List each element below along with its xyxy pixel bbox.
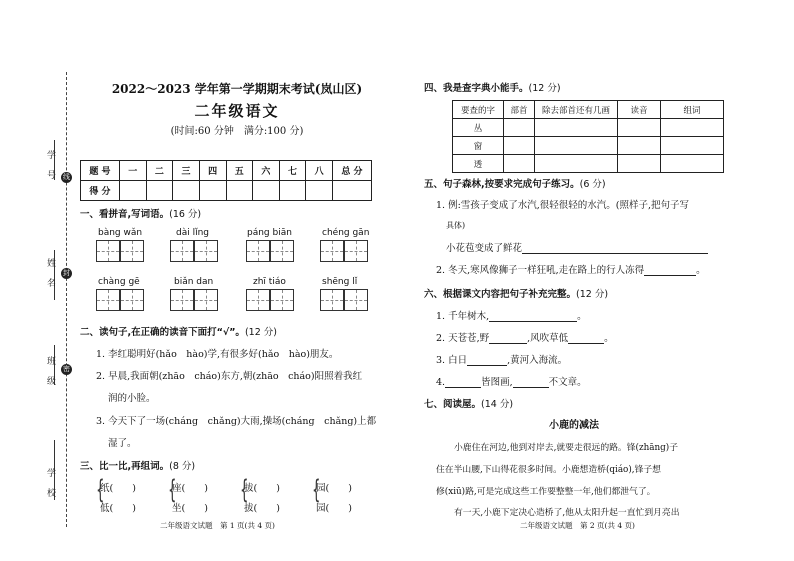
dict-header: 除去部首还有几画 bbox=[535, 101, 618, 119]
score-header-cell: 一 bbox=[120, 161, 147, 181]
dict-cell[interactable] bbox=[661, 119, 724, 137]
exercise-line: 1. 例:雪孩子变成了水汽,很轻很轻的水汽。(照样子,把句子写 bbox=[436, 200, 690, 211]
writing-grid-cell[interactable] bbox=[344, 240, 368, 262]
writing-grid-cell[interactable] bbox=[270, 240, 294, 262]
sentence-line: 润的小脸。 bbox=[108, 393, 156, 404]
compare-word[interactable]: 拔( ) bbox=[244, 503, 280, 514]
score-header-cell: 四 bbox=[199, 161, 226, 181]
writing-grid-cell[interactable] bbox=[246, 289, 270, 311]
score-header-cell: 八 bbox=[306, 161, 333, 181]
dict-header: 部首 bbox=[504, 101, 535, 119]
compare-word[interactable]: 座( ) bbox=[172, 483, 208, 494]
writing-grid-cell[interactable] bbox=[246, 240, 270, 262]
pinyin-label: páng biān bbox=[247, 228, 292, 238]
writing-grid-cell[interactable] bbox=[320, 289, 344, 311]
exam-title: 2022～2023 学年第一学期期末考试(岚山区) bbox=[111, 82, 363, 96]
sentence-line: 湿了。 bbox=[108, 438, 137, 449]
score-header-cell: 二 bbox=[146, 161, 173, 181]
score-cell[interactable] bbox=[279, 181, 306, 201]
section-2-title: 二、读句子,在正确的读音下面打“√”。(12 分) bbox=[80, 327, 277, 338]
answer-blank[interactable] bbox=[568, 333, 604, 344]
seal-mark-xian: 线 bbox=[63, 173, 70, 181]
side-label-name: 姓 名 bbox=[45, 258, 55, 291]
dict-cell[interactable] bbox=[535, 137, 618, 155]
section-4-title: 四、我是查字典小能手。(12 分) bbox=[424, 83, 561, 94]
exercise-line: 小花苞变成了鲜花 bbox=[446, 240, 708, 254]
side-label-school: 学 校 bbox=[45, 468, 55, 501]
score-table bbox=[80, 160, 372, 201]
story-line: 修(xiū)路,可是完成这些工作要整整一年,他们都泄气了。 bbox=[436, 487, 656, 497]
side-label-student-id: 学 号 bbox=[45, 150, 55, 183]
writing-grid-cell[interactable] bbox=[194, 289, 218, 311]
compare-word[interactable]: 拔( ) bbox=[244, 483, 280, 494]
writing-grid-cell[interactable] bbox=[344, 289, 368, 311]
pinyin-label: biǎn dan bbox=[174, 277, 214, 287]
dict-cell[interactable] bbox=[504, 119, 535, 137]
score-cell[interactable] bbox=[333, 181, 372, 201]
dict-cell[interactable] bbox=[618, 137, 661, 155]
score-header-cell: 六 bbox=[253, 161, 280, 181]
fill-line: 2. 天苍苍,野 ,风吹草低 。 bbox=[436, 333, 614, 344]
pinyin-label: dài lǐng bbox=[176, 228, 210, 238]
score-cell[interactable] bbox=[253, 181, 280, 201]
brace-icon: { bbox=[312, 475, 321, 505]
page-footer-right: 二年级语文试题 第 2 页(共 4 页) bbox=[520, 521, 635, 530]
fill-line: 4. 皆图画, 不文章。 bbox=[436, 377, 587, 388]
writing-grid-cell[interactable] bbox=[120, 289, 144, 311]
fill-line: 1. 千年树木, 。 bbox=[436, 311, 587, 322]
section-3-title: 三、比一比,再组词。(8 分) bbox=[80, 461, 196, 472]
answer-blank[interactable] bbox=[522, 243, 708, 254]
compare-word[interactable]: 园( ) bbox=[316, 503, 352, 514]
dict-header: 要查的字 bbox=[453, 101, 504, 119]
section-7-title: 七、阅读屋。(14 分) bbox=[424, 399, 514, 410]
answer-blank[interactable] bbox=[644, 265, 696, 276]
dict-cell[interactable] bbox=[504, 137, 535, 155]
story-line: 有一天,小鹿下定决心造桥了,他从太阳升起一直忙到月亮出 bbox=[454, 508, 680, 518]
brace-icon: { bbox=[96, 475, 105, 505]
dict-char: 透 bbox=[453, 155, 504, 173]
score-row-label: 得 分 bbox=[81, 181, 120, 201]
answer-blank[interactable] bbox=[467, 355, 507, 366]
answer-blank[interactable] bbox=[513, 377, 549, 388]
writing-grid-cell[interactable] bbox=[194, 240, 218, 262]
score-header-cell: 题 号 bbox=[81, 161, 120, 181]
story-title: 小鹿的减法 bbox=[549, 420, 599, 431]
score-header-cell: 五 bbox=[226, 161, 253, 181]
answer-blank[interactable] bbox=[445, 377, 481, 388]
writing-grid-cell[interactable] bbox=[96, 240, 120, 262]
score-cell[interactable] bbox=[306, 181, 333, 201]
exercise-line: 2. 冬天,寒风像狮子一样狂吼,走在路上的行人冻得 。 bbox=[436, 265, 706, 276]
score-cell[interactable] bbox=[226, 181, 253, 201]
brace-icon: { bbox=[168, 475, 177, 505]
compare-word[interactable]: 园( ) bbox=[316, 483, 352, 494]
pinyin-label: zhī tiáo bbox=[253, 277, 286, 287]
score-header-cell: 七 bbox=[279, 161, 306, 181]
score-cell[interactable] bbox=[199, 181, 226, 201]
writing-grid-cell[interactable] bbox=[120, 240, 144, 262]
dict-cell[interactable] bbox=[618, 119, 661, 137]
side-label-class: 班 级 bbox=[45, 356, 55, 389]
fill-line: 3. 白日 ,黄河入海流。 bbox=[436, 355, 568, 366]
dict-cell[interactable] bbox=[661, 155, 724, 173]
dict-header: 组词 bbox=[661, 101, 724, 119]
score-header-cell: 三 bbox=[173, 161, 200, 181]
writing-grid-cell[interactable] bbox=[170, 289, 194, 311]
score-header-cell: 总 分 bbox=[333, 161, 372, 181]
dict-header: 读音 bbox=[618, 101, 661, 119]
compare-word[interactable]: 低( ) bbox=[100, 503, 136, 514]
dict-cell[interactable] bbox=[535, 155, 618, 173]
subject-title: 二年级语文 bbox=[194, 102, 280, 120]
section-6-title: 六、根据课文内容把句子补充完整。(12 分) bbox=[424, 289, 609, 300]
pinyin-label: bàng wǎn bbox=[98, 228, 143, 238]
sentence-line: 3. 今天下了一场(cháng chǎng)大雨,操场(cháng chǎng)上都 bbox=[96, 416, 377, 427]
answer-blank[interactable] bbox=[489, 311, 577, 322]
dict-cell[interactable] bbox=[504, 155, 535, 173]
story-line: 住在半山腰,下山得花很多时间。小鹿想造桥(qiáo),锋子想 bbox=[436, 465, 661, 475]
writing-grid-cell[interactable] bbox=[270, 289, 294, 311]
score-cell[interactable] bbox=[120, 181, 147, 201]
score-cell[interactable] bbox=[173, 181, 200, 201]
sentence-line: 1. 李红聪明好(hǎo hào)学,有很多好(hǎo hào)朋友。 bbox=[96, 349, 339, 360]
section-1-title: 一、看拼音,写词语。(16 分) bbox=[80, 209, 202, 220]
writing-grid-cell[interactable] bbox=[96, 289, 120, 311]
brace-icon: { bbox=[240, 475, 249, 505]
section-5-title: 五、句子森林,按要求完成句子练习。(6 分) bbox=[424, 179, 606, 190]
writing-grid-cell[interactable] bbox=[320, 240, 344, 262]
pinyin-label: chéng gān bbox=[322, 228, 370, 238]
compare-word[interactable]: 坐( ) bbox=[172, 503, 208, 514]
binding-dashed-line bbox=[66, 72, 67, 527]
dict-cell[interactable] bbox=[661, 137, 724, 155]
dict-char: 丛 bbox=[453, 119, 504, 137]
dict-cell[interactable] bbox=[618, 155, 661, 173]
dictionary-table bbox=[452, 100, 724, 173]
answer-blank[interactable] bbox=[489, 333, 527, 344]
writing-grid-cell[interactable] bbox=[170, 240, 194, 262]
score-cell[interactable] bbox=[146, 181, 173, 201]
seal-mark-feng: 封 bbox=[63, 269, 70, 277]
story-line: 小鹿住在河边,他到对岸去,就要走很远的路。锋(zhāng)子 bbox=[454, 443, 679, 453]
seal-mark-mi: 密 bbox=[63, 365, 70, 373]
exercise-line: 具体) bbox=[446, 221, 466, 230]
page-footer-left: 二年级语文试题 第 1 页(共 4 页) bbox=[160, 521, 275, 530]
dict-char: 窗 bbox=[453, 137, 504, 155]
sentence-line: 2. 早晨,我面朝(zhāo cháo)东方,朝(zhāo cháo)阳照着我红 bbox=[96, 371, 363, 382]
pinyin-label: shēng lǐ bbox=[322, 277, 358, 287]
dict-cell[interactable] bbox=[535, 119, 618, 137]
exam-meta: (时间:60 分钟 满分:100 分) bbox=[170, 126, 304, 137]
compare-word[interactable]: 纸( ) bbox=[100, 483, 136, 494]
pinyin-label: chàng gē bbox=[98, 277, 140, 287]
